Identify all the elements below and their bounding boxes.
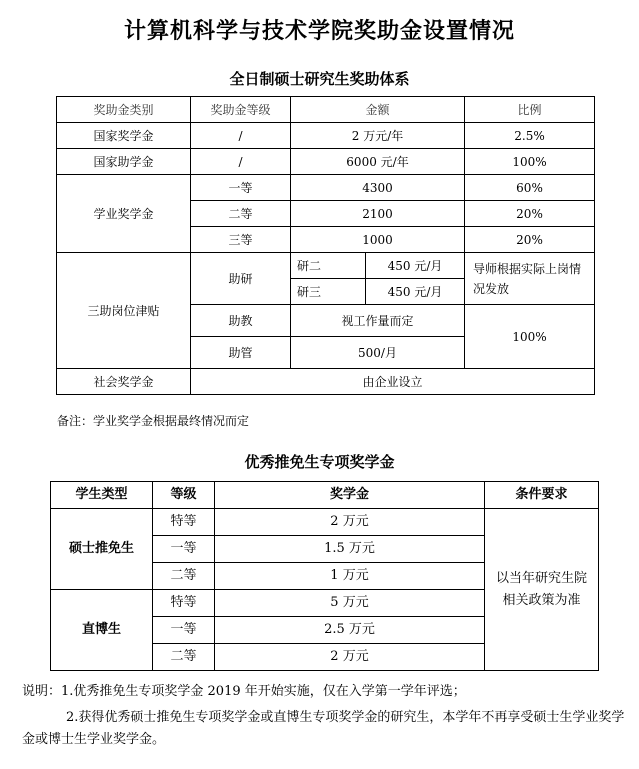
header-level: 等级 xyxy=(153,482,215,509)
level-cell: 二等 xyxy=(153,644,215,671)
level-cell: / xyxy=(191,149,291,175)
level-cell: 二等 xyxy=(191,201,291,227)
level-cell: 二等 xyxy=(153,563,215,590)
category-cell: 学业奖学金 xyxy=(57,175,191,253)
level-cell: 助研 xyxy=(191,253,291,305)
student-type-cell: 直博生 xyxy=(51,590,153,671)
amount-cell: 500/月 xyxy=(291,337,465,369)
exempt-scholarship-table xyxy=(50,481,599,671)
ratio-note-cell: 导师根据实际上岗情况发放 xyxy=(465,253,595,305)
amount-cell: 由企业设立 xyxy=(191,369,595,395)
grade-cell: 研二 xyxy=(291,253,366,279)
ratio-cell: 2.5% xyxy=(465,123,595,149)
amount-cell: 1.5 万元 xyxy=(215,536,485,563)
level-cell: 特等 xyxy=(153,509,215,536)
explanation-line-2: 2.获得优秀硕士推免生专项奖学金或直博生专项奖学金的研究生，本学年不再享受硕士生学业奖学金或博士生学业奖学金。 xyxy=(22,710,625,747)
explanation-line-1: 说明：1.优秀推免生专项奖学金 2019 年开始实施，仅在入学第一学年评选； xyxy=(22,684,466,699)
category-cell: 国家奖学金 xyxy=(57,123,191,149)
ratio-cell: 100% xyxy=(465,149,595,175)
level-cell: 助管 xyxy=(191,337,291,369)
ratio-cell: 100% xyxy=(465,305,595,369)
header-student-type: 学生类型 xyxy=(51,482,153,509)
table-row xyxy=(57,253,595,279)
level-cell: 特等 xyxy=(153,590,215,617)
student-type-cell: 硕士推免生 xyxy=(51,509,153,590)
level-cell: 一等 xyxy=(153,536,215,563)
amount-cell: 视工作量而定 xyxy=(291,305,465,337)
amount-cell: 1000 xyxy=(291,227,465,253)
category-cell: 三助岗位津贴 xyxy=(57,253,191,369)
category-cell: 社会奖学金 xyxy=(57,369,191,395)
table-row xyxy=(51,509,599,536)
amount-cell: 450 元/月 xyxy=(366,253,465,279)
grade-cell: 研三 xyxy=(291,279,366,305)
header-level: 奖助金等级 xyxy=(191,97,291,123)
condition-cell: 以当年研究生院相关政策为准 xyxy=(485,509,599,671)
section1-heading: 全日制硕士研究生奖助体系 xyxy=(229,70,410,88)
section2-heading: 优秀推免生专项奖学金 xyxy=(244,453,395,471)
amount-cell: 450 元/月 xyxy=(366,279,465,305)
header-scholarship: 奖学金 xyxy=(215,482,485,509)
amount-cell: 2 万元 xyxy=(215,509,485,536)
amount-cell: 2 万元 xyxy=(215,644,485,671)
header-amount: 金额 xyxy=(291,97,465,123)
level-cell: / xyxy=(191,123,291,149)
amount-cell: 2 万元/年 xyxy=(291,123,465,149)
ratio-cell: 20% xyxy=(465,201,595,227)
level-cell: 助教 xyxy=(191,305,291,337)
level-cell: 三等 xyxy=(191,227,291,253)
header-condition: 条件要求 xyxy=(485,482,599,509)
table-row xyxy=(57,175,595,201)
table-header-row xyxy=(51,482,599,509)
table-row xyxy=(57,369,595,395)
table-row xyxy=(57,149,595,175)
amount-cell: 2100 xyxy=(291,201,465,227)
amount-cell: 5 万元 xyxy=(215,590,485,617)
master-funding-table xyxy=(56,96,595,395)
amount-cell: 6000 元/年 xyxy=(291,149,465,175)
ratio-cell: 20% xyxy=(465,227,595,253)
amount-cell: 2.5 万元 xyxy=(215,617,485,644)
header-ratio: 比例 xyxy=(465,97,595,123)
ratio-cell: 60% xyxy=(465,175,595,201)
page-title: 计算机科学与技术学院奖助金设置情况 xyxy=(123,19,515,44)
table-note: 备注：学业奖学金根据最终情况而定 xyxy=(57,414,250,428)
level-cell: 一等 xyxy=(153,617,215,644)
table-row xyxy=(57,123,595,149)
level-cell: 一等 xyxy=(191,175,291,201)
category-cell: 国家助学金 xyxy=(57,149,191,175)
amount-cell: 1 万元 xyxy=(215,563,485,590)
header-category: 奖助金类别 xyxy=(57,97,191,123)
table-header-row xyxy=(57,97,595,123)
amount-cell: 4300 xyxy=(291,175,465,201)
